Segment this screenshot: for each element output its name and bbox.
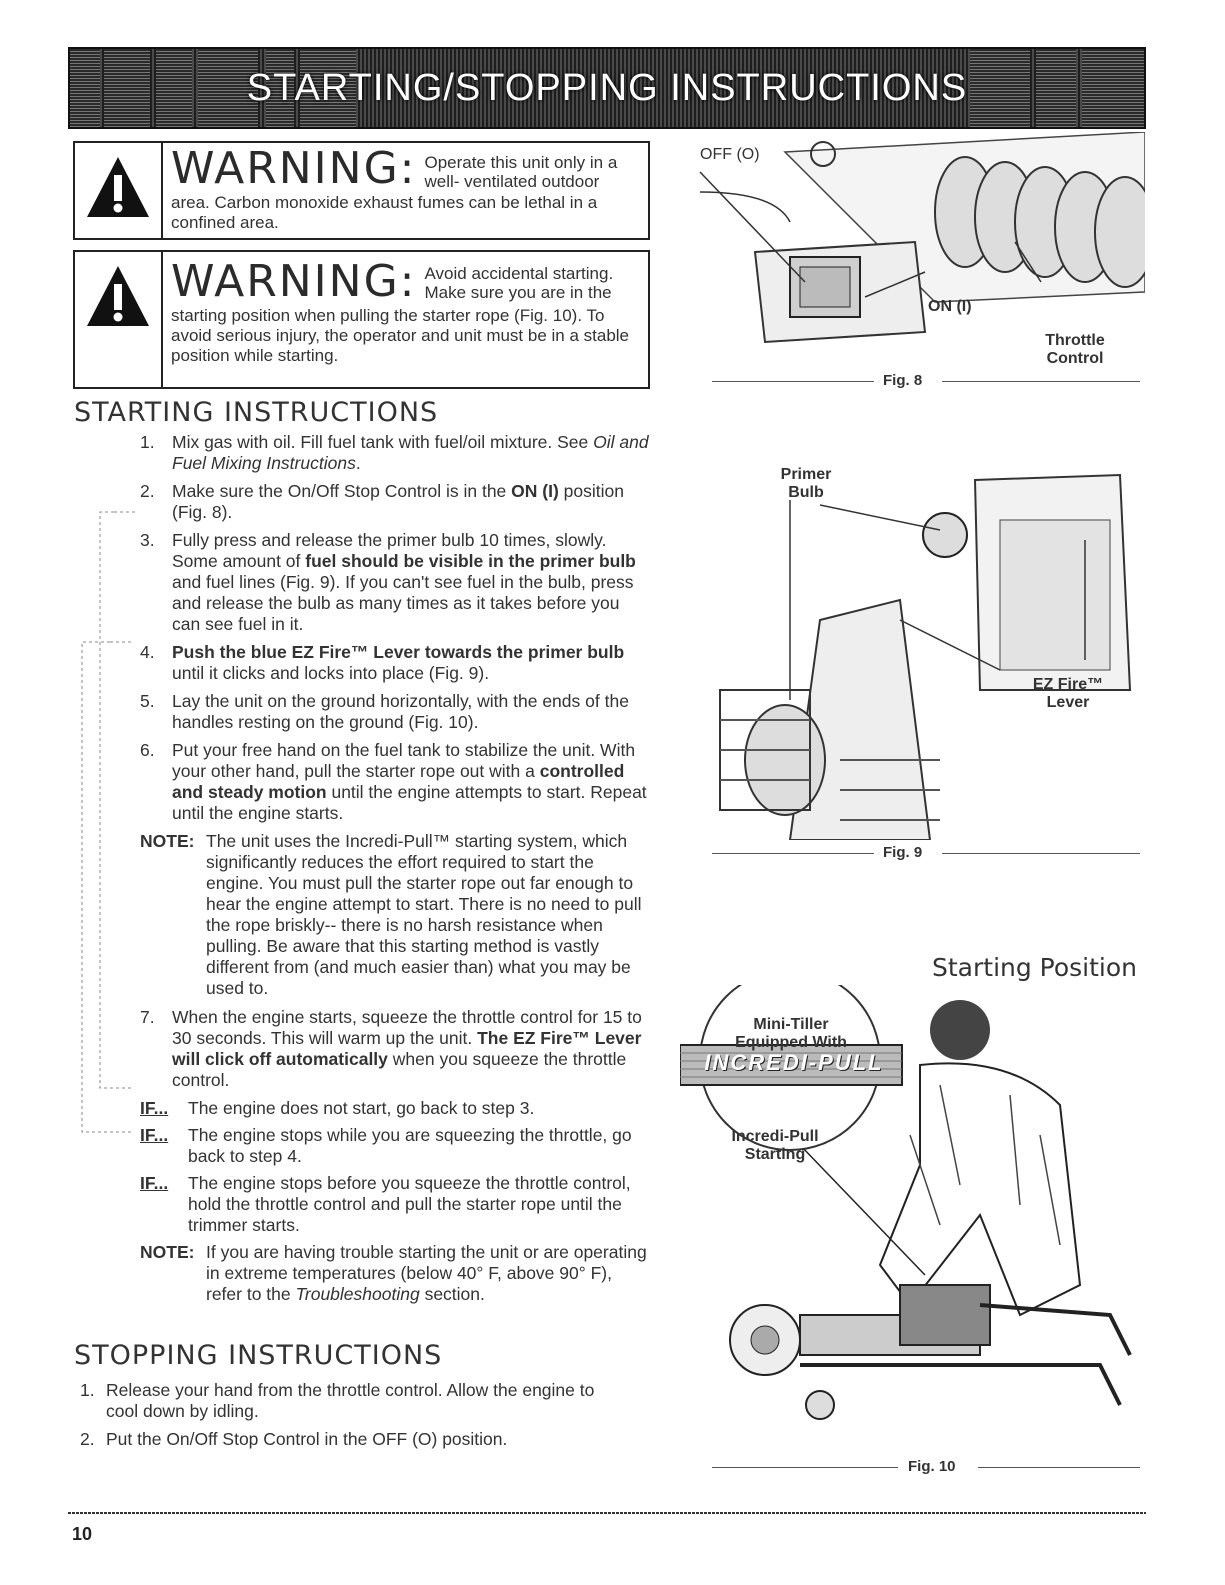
- fig10-caption-rule: [978, 1467, 1140, 1468]
- step-bold: ON (I): [511, 481, 559, 501]
- step-bold: controlled and steady motion: [172, 761, 625, 802]
- stop-step-1: [80, 1380, 600, 1422]
- step-number: 5.: [140, 691, 155, 711]
- step-4: [140, 642, 650, 684]
- step-text: .: [355, 453, 361, 473]
- stop-step-2: [80, 1429, 600, 1450]
- warning-icon-cell: [75, 143, 163, 238]
- step-number: 4.: [140, 642, 155, 662]
- warning-box-ventilation: [73, 141, 650, 240]
- step-6: [140, 740, 650, 824]
- warning-lead: Avoid accidental starting. Make sure you are in the: [424, 264, 614, 302]
- fig9-illustration: [700, 460, 1140, 840]
- step-bold: Push the blue EZ Fire™ Lever towards the primer bulb: [172, 642, 625, 662]
- step-3: [140, 530, 650, 635]
- step-text: Lay the unit on the ground horizontally, with the ends of the handles resting on the ground (Fig. 10).: [172, 691, 629, 732]
- step-text: until it clicks and locks into place (Fig. 9).: [172, 663, 490, 683]
- fig8-caption: Fig. 8: [883, 372, 923, 389]
- step-text: Make sure the On/Off Stop Control is in the: [172, 481, 512, 501]
- step-number: 1.: [80, 1380, 95, 1400]
- fig8-caption-rule: [942, 381, 1140, 382]
- if-text: The engine stops while you are squeezing the throttle, go back to step 4.: [188, 1125, 632, 1166]
- note-label: NOTE:: [140, 1242, 195, 1262]
- step-text: Release your hand from the throttle control. Allow the engine to cool down by idling.: [106, 1380, 595, 1421]
- fig8-label-off: OFF (O): [700, 146, 760, 163]
- if-label: IF...: [140, 1125, 169, 1145]
- warning-box-starting: [73, 250, 650, 389]
- warning-triangle-icon: [85, 264, 151, 330]
- step-2: [140, 481, 650, 523]
- step-bold: The EZ Fire™ Lever will click off automatically: [172, 1028, 642, 1069]
- fig9-caption-rule: [942, 853, 1140, 854]
- section-banner: [68, 47, 1146, 129]
- fig8-label-on: ON (I): [928, 298, 972, 315]
- step-text: when you squeeze the throttle control.: [172, 1049, 627, 1090]
- warning-lead: Operate this unit only in a well- ventilated outdoor: [424, 153, 618, 191]
- step-number: 1.: [140, 432, 155, 452]
- fig9-label-primer-bulb: Primer Bulb: [780, 466, 832, 501]
- footer-rule: [68, 1512, 1146, 1514]
- step-text: Put your free hand on the fuel tank to stabilize the unit. With your other hand, pull the starter rope out with a: [172, 740, 636, 781]
- step-number: 2.: [140, 481, 155, 501]
- warning-triangle-icon: [85, 155, 151, 221]
- step-number: 3.: [140, 530, 155, 550]
- fig8-illustration: [695, 132, 1145, 362]
- banner-title: STARTING/STOPPING INSTRUCTIONS: [246, 67, 968, 109]
- starting-steps: [140, 432, 650, 1313]
- step-text: Mix gas with oil. Fill fuel tank with fuel/oil mixture. See: [172, 432, 594, 452]
- fig10-badge-top: Mini-Tiller Equipped With: [735, 1016, 847, 1051]
- stopping-heading: STOPPING INSTRUCTIONS: [74, 1340, 443, 1371]
- if-item: [140, 1098, 650, 1119]
- note-text: section.: [419, 1284, 485, 1304]
- stopping-steps: [80, 1380, 600, 1457]
- step-number: 2.: [80, 1429, 95, 1449]
- fig10-caption: Fig. 10: [908, 1458, 956, 1475]
- if-text: The engine stops before you squeeze the throttle control, hold the throttle control and pull the starter rope until the trimmer starts.: [188, 1173, 631, 1235]
- warning-icon-cell: [75, 252, 163, 387]
- note-text: The unit uses the Incredi-Pull™ starting system, which significantly reduces the effort required to start the engine. You must pull the starter rope out far enough to hear the engine attempt to start. There is no need to pull the rope briskly-- there is no harsh resistance when pulling. Be aware that this starting method is vastly different from (and much easier than) what you may be used to.: [206, 831, 642, 998]
- warning-heading: WARNING:: [171, 256, 417, 307]
- step-text: Fully press and release the primer bulb 10 times, slowly. Some amount of: [172, 530, 607, 571]
- step-text: When the engine starts, squeeze the throttle control for 15 to 30 seconds. This will warm up the unit.: [172, 1007, 642, 1048]
- fig10-badge-bottom: Incredi-Pull Starting: [731, 1128, 819, 1163]
- step-text: position (Fig. 8).: [172, 481, 624, 522]
- page-number: 10: [72, 1524, 93, 1544]
- step-5: [140, 691, 650, 733]
- if-label: IF...: [140, 1173, 169, 1193]
- note-troubleshooting: [140, 1242, 650, 1305]
- step-text: and fuel lines (Fig. 9). If you can't see fuel in the bulb, press and release the bulb as many times as it takes before you can see fuel in it.: [172, 572, 634, 634]
- note-label: NOTE:: [140, 831, 195, 851]
- fig8-caption-rule: [712, 381, 874, 382]
- warning-heading: WARNING:: [171, 143, 417, 194]
- note-incredi-pull: [140, 831, 650, 999]
- warning-text: [171, 256, 640, 366]
- if-label: IF...: [140, 1098, 169, 1118]
- fig8-label-throttle: Throttle Control: [1045, 332, 1105, 367]
- fig10-badge-logo: INCREDI-PULL: [704, 1050, 884, 1075]
- fig9-label-ez-fire: EZ Fire™ Lever: [1032, 676, 1104, 711]
- if-text: The engine does not start, go back to step 3.: [188, 1098, 535, 1118]
- step-bold: fuel should be visible in the primer bulb: [305, 551, 636, 571]
- if-item: [140, 1173, 650, 1236]
- fig10-caption-rule: [712, 1467, 898, 1468]
- note-italic: Troubleshooting: [295, 1284, 420, 1304]
- warning-text: [171, 143, 640, 233]
- step-italic: Oil and Fuel Mixing Instructions: [172, 432, 649, 473]
- step-text: Put the On/Off Stop Control in the OFF (O) position.: [106, 1429, 508, 1449]
- step-text: until the engine attempts to start. Repeat until the engine starts.: [172, 782, 647, 823]
- starting-heading: STARTING INSTRUCTIONS: [74, 397, 439, 428]
- fig9-caption-rule: [712, 853, 874, 854]
- if-item: [140, 1125, 650, 1167]
- warning-rest: starting position when pulling the starter rope (Fig. 10). To avoid serious injury, the operator and unit must be in a stable position while starting.: [171, 306, 630, 365]
- starting-position-title: Starting Position: [932, 953, 1138, 982]
- step-number: 7.: [140, 1007, 155, 1027]
- warning-rest: area. Carbon monoxide exhaust fumes can be lethal in a confined area.: [171, 193, 598, 232]
- step-number: 6.: [140, 740, 155, 760]
- step-1: [140, 432, 650, 474]
- note-text: If you are having trouble starting the unit or are operating in extreme temperatures (below 40° F, above 90° F), refer to the: [206, 1242, 647, 1304]
- step-7: [140, 1007, 650, 1091]
- fig9-caption: Fig. 9: [883, 844, 923, 861]
